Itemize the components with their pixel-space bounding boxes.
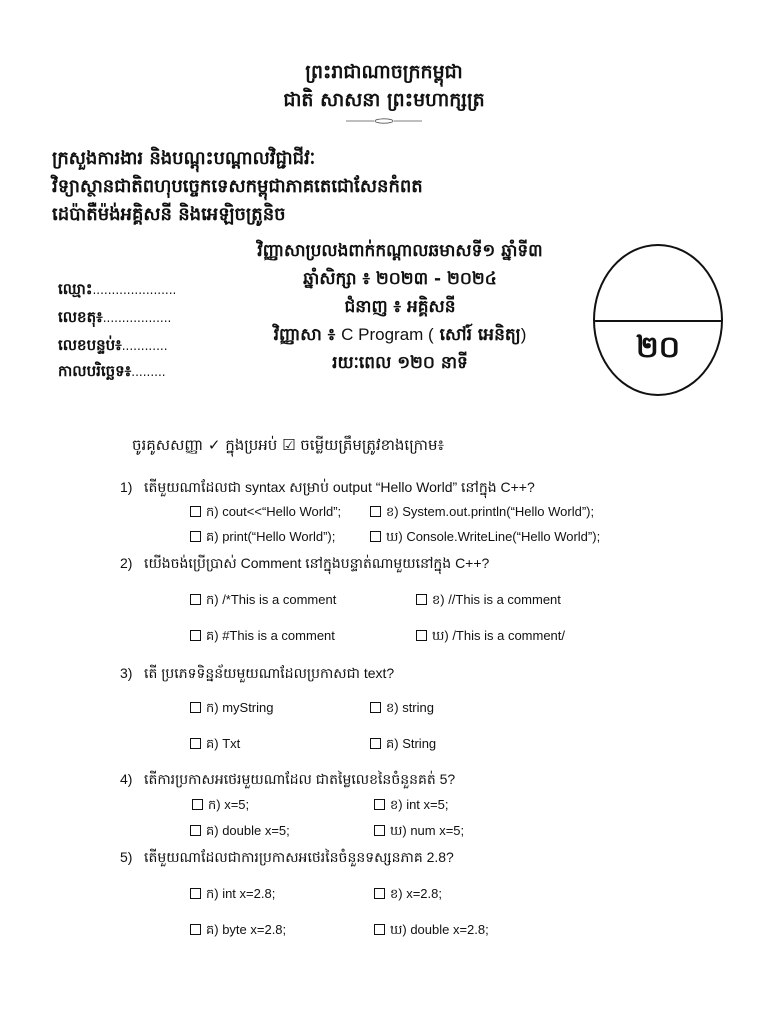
q3-option-b[interactable] [370,700,434,719]
room-number-field[interactable] [58,336,168,358]
major [200,296,600,321]
checkbox-icon[interactable] [190,506,201,517]
table-number-label: លេខតុ៖ [58,308,103,326]
option-label: ខ) string [386,700,434,715]
q5-option-b[interactable] [374,886,442,905]
q4-option-b[interactable] [374,797,448,816]
question-5 [120,848,454,869]
name-label: ឈ្មោះ [58,280,93,298]
date-field[interactable] [58,362,166,384]
score-divider [595,320,721,322]
option-label: ក) x=5; [208,797,250,812]
question-1 [120,478,535,499]
option-label: ក) int x=2.8; [206,886,276,901]
q3-option-c[interactable] [190,736,240,755]
subject [200,324,600,349]
option-label: ខ) System.out.println(“Hello World”); [386,504,595,519]
q5-option-c[interactable] [190,922,286,941]
option-label: គ) double x=5; [206,823,290,838]
ornament-divider-icon [344,118,424,124]
option-label: ខ) x=2.8; [390,886,442,901]
q2-option-d[interactable] [416,628,565,647]
q2-option-a[interactable] [190,592,336,611]
q1-option-c[interactable] [190,529,335,548]
question-text: យើងចង់ប្រើប្រាស់ Comment នៅក្នុងបន្ទាត់ណាមួយនៅក្នុង C++? [144,555,490,571]
duration-label: រយៈពេល [332,353,398,373]
question-text: តើមួយណាដែលជា syntax សម្រាប់ output “Hello World” នៅក្នុង C++? [144,479,535,495]
q1-option-d[interactable] [370,529,600,548]
checkbox-icon[interactable] [370,702,381,713]
instruction: ចូរគូសសញ្ញា ✓ ក្នុងប្រអប់ ☑ ចម្លើយត្រឹមត្រូវខាងក្រោម៖ [132,436,445,454]
score-box [593,244,723,396]
checkbox-icon[interactable] [190,630,201,641]
checkbox-icon[interactable] [374,825,385,836]
question-3 [120,664,394,685]
q5-option-d[interactable] [374,922,489,941]
institute-name: វិទ្យាស្ថានជាតិពហុបច្ចេកទេសកម្ពុជាភាគតេជោសែនកំពត [52,176,423,197]
kingdom-motto: ជាតិ សាសនា ព្រះមហាក្សត្រ [283,89,485,111]
q3-option-d[interactable] [370,736,436,755]
name-field[interactable] [58,280,176,302]
question-number: 1) [120,479,133,495]
option-label: ក) myString [206,700,274,715]
checkbox-icon[interactable] [416,630,427,641]
question-number: 3) [120,665,133,681]
subject-name: C Program ( [341,325,434,344]
academic-year [200,268,600,293]
option-label: គ) Txt [206,736,241,751]
question-2 [120,554,489,575]
option-label: ឃ) Console.WriteLine(“Hello World”); [386,529,601,544]
option-label: គ) String [386,736,437,751]
checkbox-icon[interactable] [370,738,381,749]
table-number-field[interactable] [58,308,171,330]
duration [200,352,600,377]
option-label: ឃ) double x=2.8; [390,922,489,937]
kingdom-title: ព្រះរាជាណាចក្រកម្ពុជា [305,61,463,83]
date-label: កាលបរិច្ឆេទ៖ [58,362,132,380]
q2-option-b[interactable] [416,592,561,611]
table-number-dots: .................. [102,311,172,325]
option-label: ឃ) num x=5; [390,823,465,838]
option-label: ក) cout<<“Hello World”; [206,504,342,519]
q4-option-c[interactable] [190,823,290,842]
q3-option-a[interactable] [190,700,273,719]
ministry-name: ក្រសួងការងារ និងបណ្តុះបណ្តាលវិជ្ជាជីវៈ [52,148,316,169]
department-name: ដេប៉ាតឺម៉ង់អគ្គិសនី និងអេឡិចត្រូនិច [52,204,286,225]
checkbox-icon[interactable] [190,888,201,899]
room-number-label: លេខបន្ទប់៖ [58,336,122,354]
checkbox-icon[interactable] [190,924,201,935]
option-label: គ) byte x=2.8; [206,922,287,937]
checkbox-icon[interactable] [416,594,427,605]
checkbox-icon[interactable] [190,738,201,749]
date-dots: ......... [131,365,166,379]
academic-year-label: ឆ្នាំសិក្សា ៖ [303,269,376,289]
name-dots: ...................... [92,283,177,297]
option-label: ខ) int x=5; [390,797,449,812]
major-value: អគ្គិសនី [406,297,456,317]
checkbox-icon[interactable] [370,531,381,542]
option-label: ឃ) /This is a comment/ [432,628,566,643]
checkbox-icon[interactable] [374,924,385,935]
option-label: ខ) //This is a comment [432,592,561,607]
q5-option-a[interactable] [190,886,275,905]
question-text: តើការប្រកាសអថេរមួយណាដែល ជាតម្លៃលេខនៃចំនួនគត់ 5? [144,771,456,787]
q4-option-d[interactable] [374,823,464,842]
question-4 [120,770,455,791]
duration-value: ១២០ នាទី [397,353,468,373]
q2-option-c[interactable] [190,628,335,647]
checkbox-icon[interactable] [190,702,201,713]
checkbox-icon[interactable] [374,799,385,810]
question-text: តើ ប្រភេទទិន្នន័យមួយណាដែលប្រកាសជា text? [144,665,395,681]
subject-label: វិញ្ញាសា ៖ [273,325,342,345]
question-number: 4) [120,771,133,787]
question-text: តើមួយណាដែលជាការប្រកាសអថេរនៃចំនួនទស្សនភាគ 2.8? [144,849,454,865]
checkbox-icon[interactable] [190,594,201,605]
option-label: គ) #This is a comment [206,628,335,643]
question-number: 2) [120,555,133,571]
major-label: ជំនាញ ៖ [344,297,407,317]
checkbox-icon[interactable] [370,506,381,517]
question-number: 5) [120,849,133,865]
academic-year-value: ២០២៣ - ២០២៤ [375,269,497,289]
checkbox-icon[interactable] [190,825,201,836]
q1-option-a[interactable] [190,504,341,523]
option-label: គ) print(“Hello World”); [206,529,336,544]
option-label: ក) /*This is a comment [206,592,337,607]
checkbox-icon[interactable] [374,888,385,899]
exam-title: វិញ្ញាសាប្រលងពាក់កណ្ដាលឆមាសទី១ ឆ្នាំទី៣ [257,241,543,261]
q1-option-b[interactable] [370,504,594,523]
subject-close: ) [520,325,527,344]
room-number-dots: ............ [121,339,168,353]
checkbox-icon[interactable] [192,799,203,810]
teacher-name: សៅរ៍ អេនិត្យ [439,325,521,345]
score-total: ២០ [636,330,680,365]
checkbox-icon[interactable] [190,531,201,542]
q4-option-a[interactable] [192,797,249,816]
